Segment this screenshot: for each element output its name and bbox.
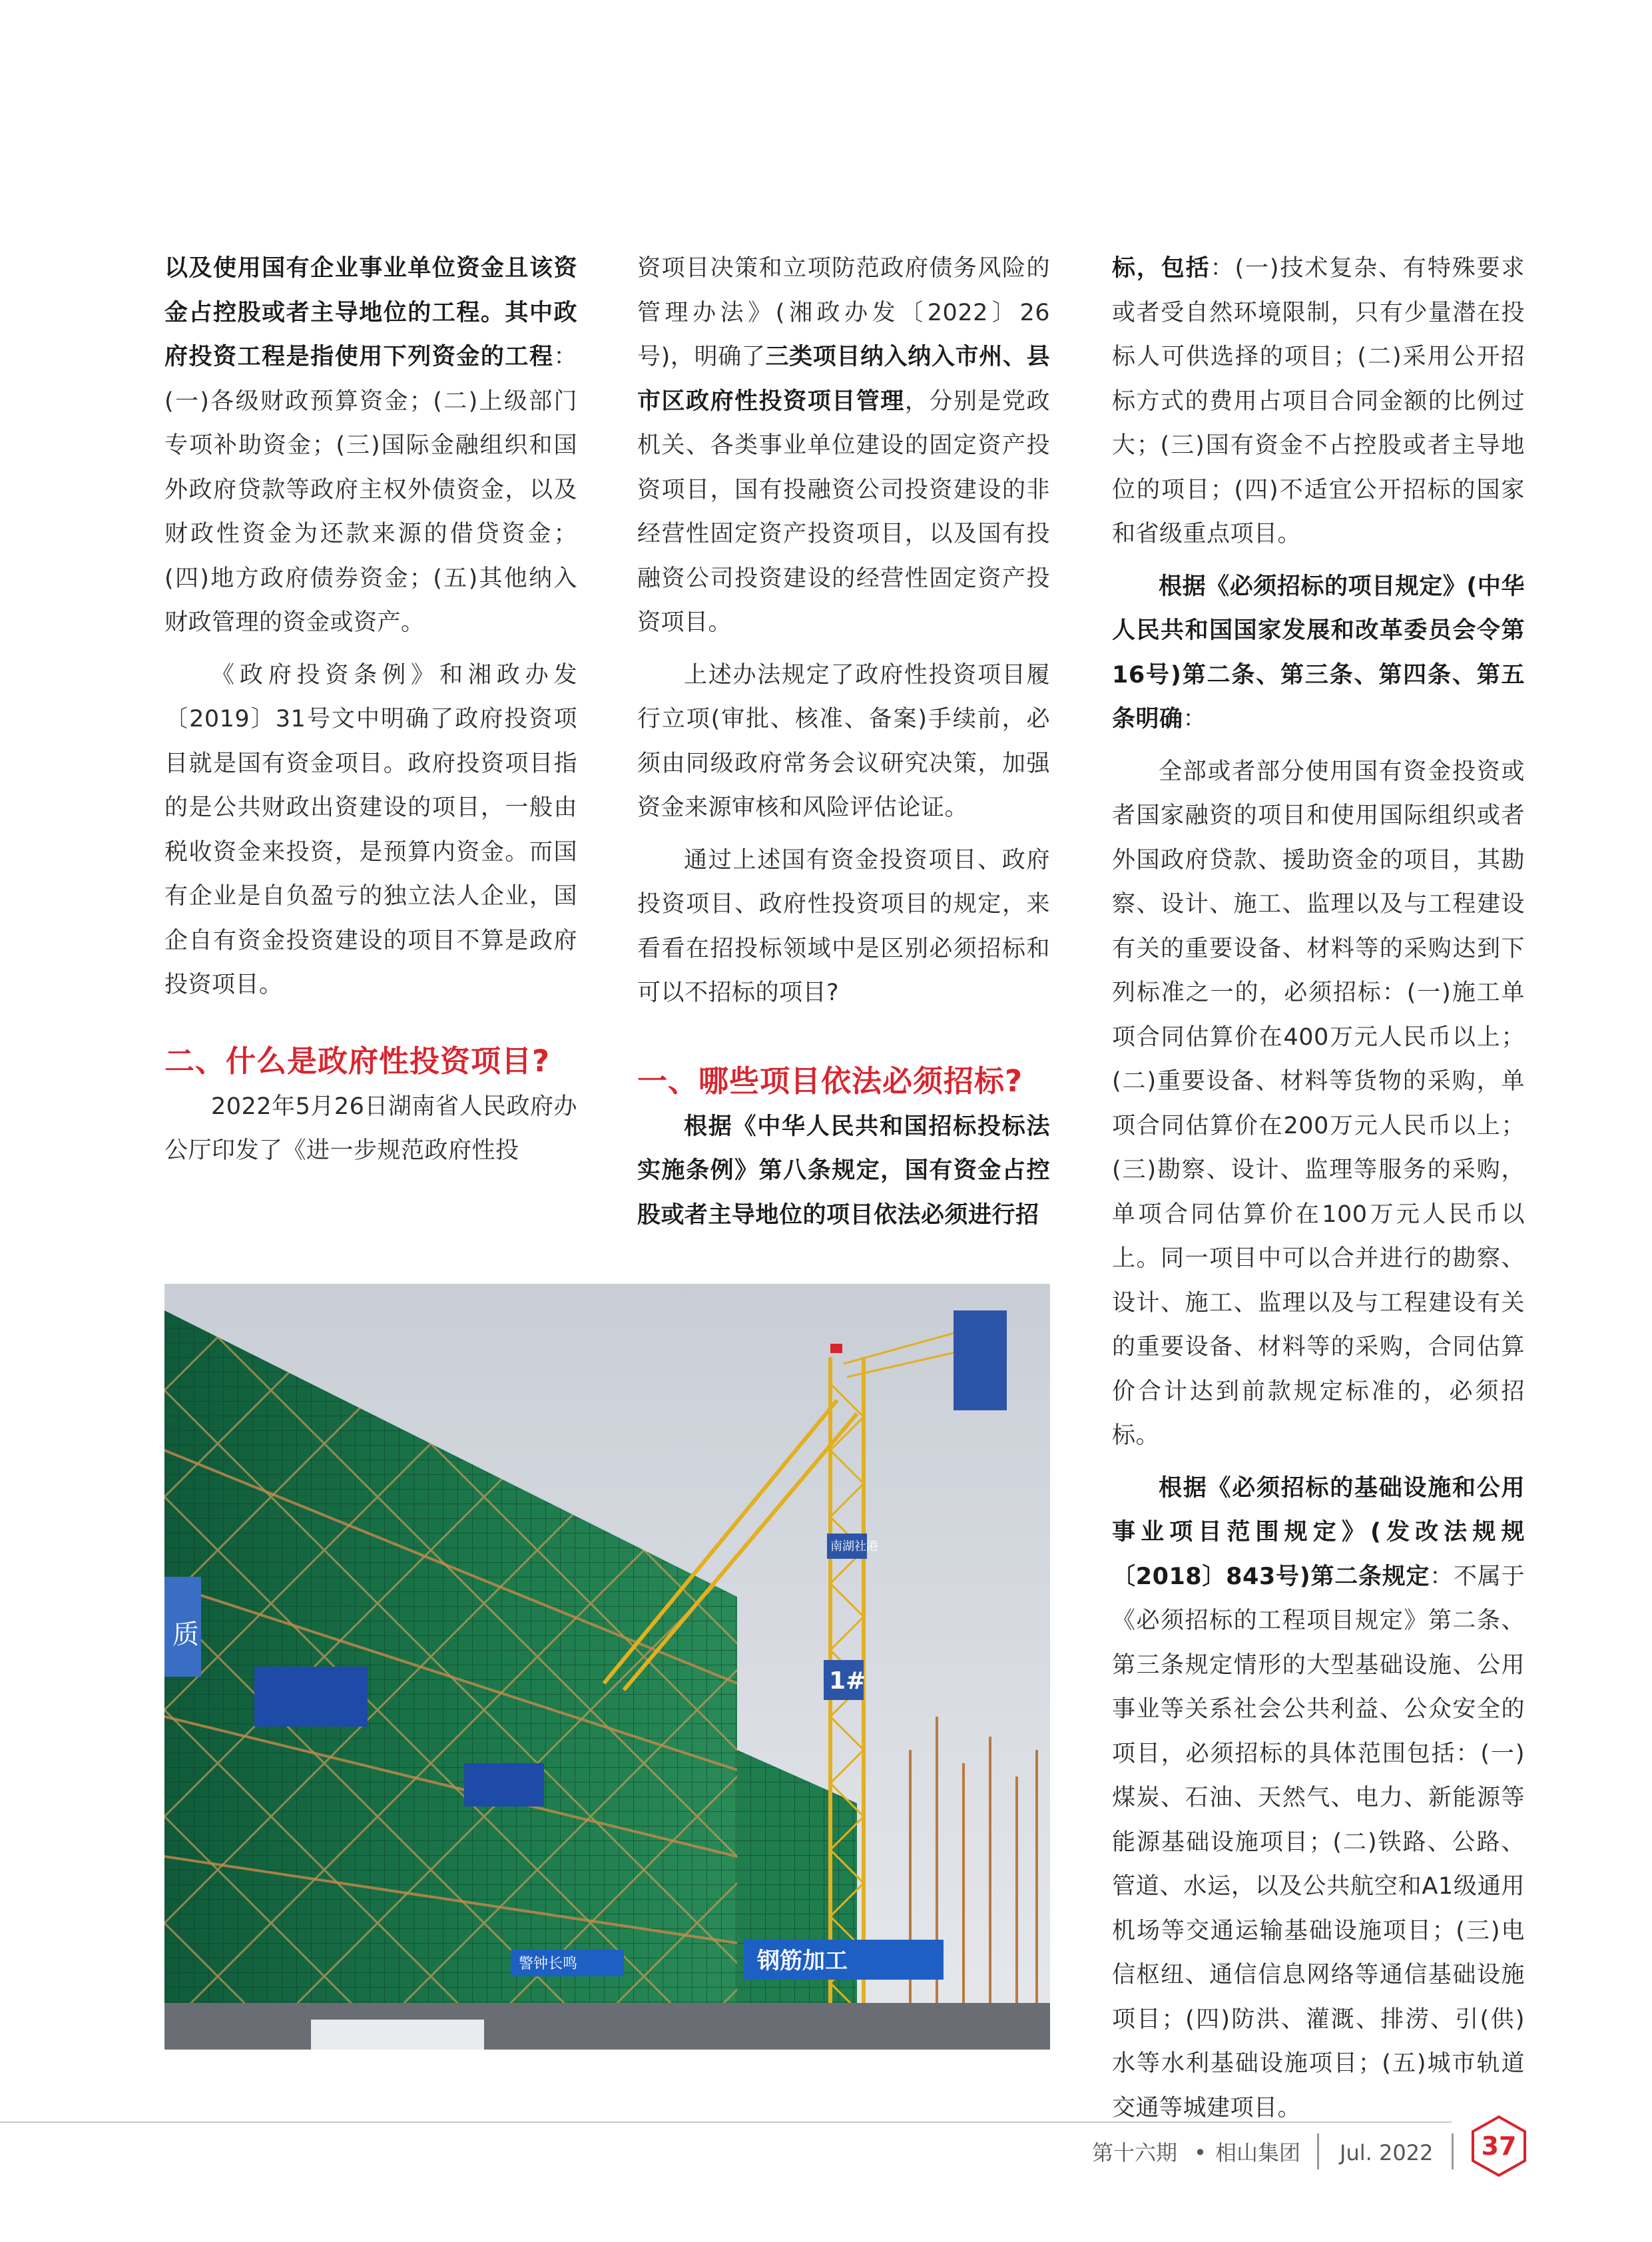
column-3	[1112, 246, 1525, 2138]
section-heading-1: 一、哪些项目依法必须招标?	[637, 1063, 1023, 1099]
paragraph: 2022年5月26日湖南省人民政府办公厅印发了《进一步规范政府性投	[164, 1093, 577, 1164]
paragraph: 全部或者部分使用国有资金投资或者国家融资的项目和使用国际组织或者外国政府贷款、援助资金的项目，其勘察、设计、施工、监理以及与工程建设有关的重要设备、材料等的采购达到下列标准之一的，必须招标：(一)施工单项合同估算价在400万元人民币以上；(二)重要设备、材料等货物的采购，单项合同估算价在200万元人民币以上；(三)勘察、设计、监理等服务的采购，单项合同估算价在100万元人民币以上。同一项目中可以合并进行的勘察、设计、施工、监理以及与工程建设有关的重要设备、材料等的采购，合同估算价合计达到前款规定标准的，必须招标。	[1112, 758, 1525, 1449]
banner-text: 质	[172, 1619, 199, 1650]
paragraph-text: 资项目决策和立项防范政府债务风险的管理办法》(湘政办发〔2022〕26号)，明确了	[637, 255, 1050, 370]
footer-dot: •	[1194, 2140, 1207, 2165]
paragraph	[164, 246, 577, 645]
paragraph-text: ：不属于《必须招标的工程项目规定》第二条、第三条规定情形的大型基础设施、公用事业等关系社会公共利益、公众安全的项目，必须招标的具体范围包括：(一)煤炭、石油、天然气、电力、新能源等能源基础设施项目；(二)铁路、公路、管道、水运，以及公共航空和A1级通用机场等交通运输基础设施项目；(三)电信枢纽、通信信息网络等通信基础设施项目；(四)防洪、灌溉、排涝、引(供)水等水利基础设施项目；(五)城市轨道交通等城建项目。	[1112, 1563, 1525, 2121]
paragraph: 上述办法规定了政府性投资项目履行立项(审批、核准、备案)手续前，必须由同级政府常务会议研究决策，加强资金来源审核和风险评估论证。	[637, 661, 1050, 821]
paragraph	[1112, 1466, 1525, 2131]
paragraph	[637, 246, 1050, 645]
footer-separator	[1317, 2133, 1319, 2169]
paragraph-text: ：(一)技术复杂、有特殊要求或者受自然环境限制，只有少量潜在投标人可供选择的项目；(二)采用公开招标方式的费用占项目合同金额的比例过大；(三)国有资金不占控股或者主导地位的项目；(四)不适宜公开招标的国家和省级重点项目。	[1112, 255, 1525, 547]
footer-date: Jul. 2022	[1340, 2140, 1434, 2165]
bold-phrase: 三类项目纳入纳入市州、县市区政府性投资项目管理	[637, 344, 1050, 415]
paragraph: 《政府投资条例》和湘政办发〔2019〕31号文中明确了政府投资项目就是国有资金项目。政府投资项目指的是公共财政出资建设的项目，一般由税收资金来投资，是预算内资金。而国有企业是自负盈亏的独立法人企业，国企自有资金投资建设的项目不算是政府投资项目。	[164, 661, 577, 998]
footer-separator	[1452, 2133, 1454, 2169]
page-number: 37	[1481, 2131, 1517, 2161]
paragraph	[1112, 565, 1525, 742]
building-sign-text: 钢筋加工	[757, 1948, 848, 1974]
bold-lead: 根据《必须招标的项目规定》(中华人民共和国国家发展和改革委员会令第16号)第二条、第三条、第四条、第五条明确	[1112, 573, 1525, 732]
paragraph-text: ：	[1183, 706, 1207, 732]
paragraph-text: ，分别是党政机关、各类事业单位建设的固定资产投资项目，国有投融资公司投资建设的非经营性固定资产投资项目，以及国有投融资公司投资建设的经营性固定资产投资项目。	[637, 388, 1050, 636]
column-1	[164, 246, 577, 1181]
paragraph	[1112, 246, 1525, 557]
bold-lead: 以及使用国有企业事业单位资金且该资金占控股或者主导地位的工程。其中政府投资工程是指使用下列资金的工程	[164, 255, 577, 370]
column-2	[637, 246, 1050, 1245]
small-sign-text: 警钟长鸣	[519, 1956, 578, 1972]
section-heading-2: 二、什么是政府性投资项目?	[164, 1043, 551, 1079]
footer-issue: 第十六期	[1092, 2140, 1178, 2165]
paragraph-text: ：(一)各级财政预算资金；(二)上级部门专项补助资金；(三)国际金融组织和国外政府贷款等政府主权外债资金，以及财政性资金为还款来源的借贷资金；(四)地方政府债券资金；(五)其他纳入财政管理的资金或资产。	[164, 344, 577, 636]
bold-lead: 标，包括	[1112, 255, 1211, 282]
crane-sign-text: 南湖社港	[830, 1540, 878, 1553]
construction-site-photo	[164, 1284, 1050, 2050]
crane-number-text: 1#	[829, 1667, 866, 1695]
footer-company: 相山集团	[1215, 2140, 1301, 2165]
bold-lead: 根据《必须招标的基础设施和公用事业项目范围规定》(发改法规规〔2018〕843号)第二条规定	[1112, 1474, 1525, 1590]
footer-divider	[0, 2121, 1452, 2123]
paragraph: 通过上述国有资金投资项目、政府投资项目、政府性投资项目的规定，来看看在招投标领域中是区别必须招标和可以不招标的项目?	[637, 846, 1050, 1006]
paragraph-bold: 根据《中华人民共和国招标投标法实施条例》第八条规定，国有资金占控股或者主导地位的项目依法必须进行招	[637, 1113, 1050, 1229]
